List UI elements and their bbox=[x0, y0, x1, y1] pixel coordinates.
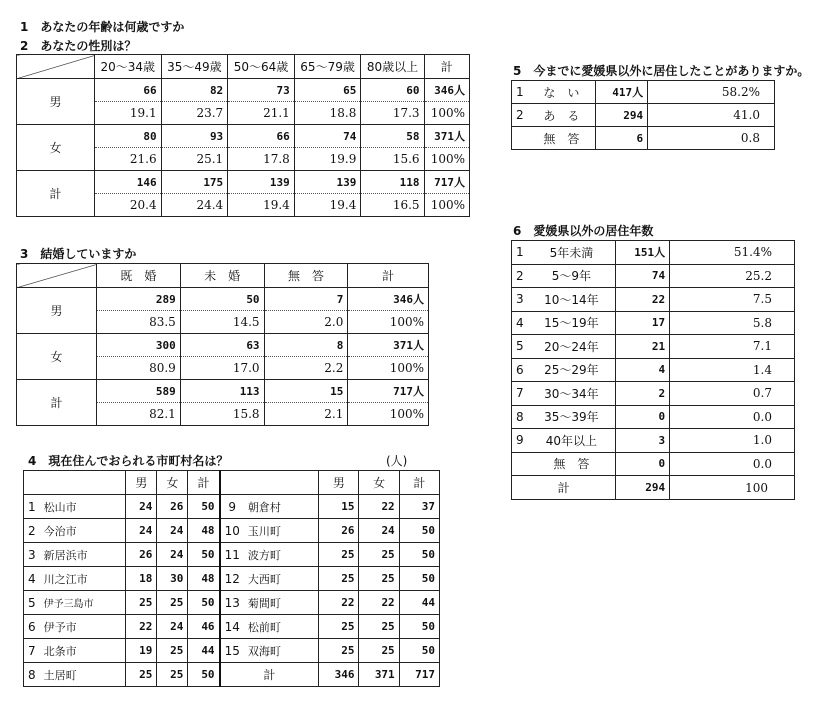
q3-count: 113 bbox=[180, 380, 264, 403]
q2-pct: 17.3 bbox=[361, 102, 424, 125]
q3-pct: 83.5 bbox=[97, 311, 181, 334]
municipality-name: 伊予市 bbox=[40, 615, 126, 639]
table-row: 4 川之江市 18 30 48 12 大西町 25 25 50 bbox=[24, 567, 440, 591]
q4-header: 女 bbox=[157, 471, 188, 495]
q2-pct: 19.4 bbox=[228, 194, 295, 217]
q3-pct: 100% bbox=[348, 357, 429, 380]
q2-pct: 100% bbox=[424, 102, 469, 125]
municipality-name: 今治市 bbox=[40, 519, 126, 543]
q2-count: 65 bbox=[294, 79, 361, 102]
q2-count: 58 bbox=[361, 125, 424, 148]
q4-header: 計 bbox=[399, 471, 439, 495]
q3-count: 717人 bbox=[348, 380, 429, 403]
q3-count: 589 bbox=[97, 380, 181, 403]
q4-header: 計 bbox=[188, 471, 220, 495]
q2-pct: 19.4 bbox=[294, 194, 361, 217]
q3-pct: 2.2 bbox=[264, 357, 348, 380]
q3-row-label: 男 bbox=[17, 288, 97, 334]
q2-header: 50～64歳 bbox=[228, 55, 295, 79]
q2-count: 93 bbox=[161, 125, 228, 148]
q2-count: 60 bbox=[361, 79, 424, 102]
table-row: 8 土居町 25 25 50 計 346 371 717 bbox=[24, 663, 440, 687]
q3-header: 既 婚 bbox=[97, 264, 181, 288]
q3-header: 無 答 bbox=[264, 264, 348, 288]
q3-count: 15 bbox=[264, 380, 348, 403]
q2-row-label: 男 bbox=[17, 79, 95, 125]
q2-count: 74 bbox=[294, 125, 361, 148]
q3-pct: 100% bbox=[348, 311, 429, 334]
q3-pct: 15.8 bbox=[180, 403, 264, 426]
q2-count: 66 bbox=[95, 79, 162, 102]
municipality-name: 北条市 bbox=[40, 639, 126, 663]
q2-pct: 15.6 bbox=[361, 148, 424, 171]
q2-pct: 100% bbox=[424, 194, 469, 217]
q2-title: 2 あなたの性別は？ bbox=[20, 39, 137, 53]
municipality-name: 朝倉村 bbox=[244, 495, 319, 519]
q3-header: 計 bbox=[348, 264, 429, 288]
q3-pct: 80.9 bbox=[97, 357, 181, 380]
q2-pct: 19.1 bbox=[95, 102, 162, 125]
q2-pct: 21.6 bbox=[95, 148, 162, 171]
municipality-name: 松山市 bbox=[40, 495, 126, 519]
municipality-name: 伊予三島市 bbox=[40, 591, 126, 615]
table-row: 5 伊予三島市 25 25 50 13 菊間町 22 22 44 bbox=[24, 591, 440, 615]
q2-pct: 20.4 bbox=[95, 194, 162, 217]
q3-count: 50 bbox=[180, 288, 264, 311]
q2-pct: 100% bbox=[424, 148, 469, 171]
q3-count: 300 bbox=[97, 334, 181, 357]
q6-table: 1 5年未満 151人 51.4% 2 5～9年 74 25.2 3 10～14年 22 7.5 4 15～19年 17 5.8 5 20～24年 21 7.1 6 25～29年 4 1.4 7 30～34年 2 0.7 8 35～39年 0 0.0 9 40年以上 3 1.0 無 答 0 0.0 計 294 100 bbox=[511, 240, 795, 500]
q4-header: 男 bbox=[126, 471, 157, 495]
q3-pct: 100% bbox=[348, 403, 429, 426]
q2-count: 175 bbox=[161, 171, 228, 194]
municipality-name: 新居浜市 bbox=[40, 543, 126, 567]
q3-pct: 17.0 bbox=[180, 357, 264, 380]
q3-row-label: 女 bbox=[17, 334, 97, 380]
municipality-name: 大西町 bbox=[244, 567, 319, 591]
q6-total-label: 計 bbox=[512, 476, 616, 500]
q3-count: 371人 bbox=[348, 334, 429, 357]
q2-row-label: 計 bbox=[17, 171, 95, 217]
q5-title: 5 今までに愛媛県以外に居住したことがありますか。 bbox=[513, 64, 810, 78]
q2-count: 146 bbox=[95, 171, 162, 194]
q3-table bbox=[16, 263, 429, 426]
municipality-name: 波方町 bbox=[244, 543, 319, 567]
q2-pct: 19.9 bbox=[294, 148, 361, 171]
municipality-name: 双海町 bbox=[244, 639, 319, 663]
q5-table: 1 な い 417人 58.2% 2 あ る 294 41.0 無 答 6 0.8 bbox=[511, 80, 775, 150]
q2-count: 66 bbox=[228, 125, 295, 148]
q1-title: 1 あなたの年齢は何歳ですか bbox=[20, 20, 185, 34]
q3-count: 289 bbox=[97, 288, 181, 311]
q3-pct: 2.0 bbox=[264, 311, 348, 334]
q2-header: 80歳以上 bbox=[361, 55, 424, 79]
municipality-name: 玉川町 bbox=[244, 519, 319, 543]
q2-pct: 21.1 bbox=[228, 102, 295, 125]
q2-count: 80 bbox=[95, 125, 162, 148]
q2-pct: 23.7 bbox=[161, 102, 228, 125]
q2-pct: 18.8 bbox=[294, 102, 361, 125]
q3-pct: 2.1 bbox=[264, 403, 348, 426]
q2-count: 371人 bbox=[424, 125, 469, 148]
q2-header: 計 bbox=[424, 55, 469, 79]
table-row: 3 新居浜市 26 24 50 11 波方町 25 25 50 bbox=[24, 543, 440, 567]
q2-count: 717人 bbox=[424, 171, 469, 194]
q2-pct: 24.4 bbox=[161, 194, 228, 217]
q4-title: 4 現在住んでおられる市町村名は？ bbox=[28, 454, 229, 468]
table-row: 1 松山市 24 26 50 9 朝倉村 15 22 37 bbox=[24, 495, 440, 519]
q3-header: 未 婚 bbox=[180, 264, 264, 288]
q2-header: 35～49歳 bbox=[161, 55, 228, 79]
q4-header: 男 bbox=[319, 471, 359, 495]
q2-corner bbox=[17, 55, 95, 79]
q3-count: 346人 bbox=[348, 288, 429, 311]
table-row: 2 今治市 24 24 48 10 玉川町 26 24 50 bbox=[24, 519, 440, 543]
q2-header: 20～34歳 bbox=[95, 55, 162, 79]
table-row: 7 北条市 19 25 44 15 双海町 25 25 50 bbox=[24, 639, 440, 663]
q2-count: 73 bbox=[228, 79, 295, 102]
q3-pct: 14.5 bbox=[180, 311, 264, 334]
q3-title: 3 結婚していますか bbox=[20, 247, 137, 261]
municipality-name: 土居町 bbox=[40, 663, 126, 687]
q2-count: 139 bbox=[228, 171, 295, 194]
q2-table bbox=[16, 54, 470, 217]
q4-unit: (人) bbox=[386, 454, 408, 468]
q3-pct: 82.1 bbox=[97, 403, 181, 426]
q2-count: 139 bbox=[294, 171, 361, 194]
q4-header: 女 bbox=[359, 471, 399, 495]
q3-count: 63 bbox=[180, 334, 264, 357]
q6-title: 6 愛媛県以外の居住年数 bbox=[513, 224, 654, 238]
q3-count: 8 bbox=[264, 334, 348, 357]
q2-count: 82 bbox=[161, 79, 228, 102]
q3-count: 7 bbox=[264, 288, 348, 311]
municipality-name: 菊間町 bbox=[244, 591, 319, 615]
municipality-name: 松前町 bbox=[244, 615, 319, 639]
q2-header: 65～79歳 bbox=[294, 55, 361, 79]
q4-table bbox=[23, 470, 440, 687]
q2-pct: 17.8 bbox=[228, 148, 295, 171]
municipality-name: 川之江市 bbox=[40, 567, 126, 591]
q3-corner bbox=[17, 264, 97, 288]
q2-pct: 16.5 bbox=[361, 194, 424, 217]
q3-row-label: 計 bbox=[17, 380, 97, 426]
q2-pct: 25.1 bbox=[161, 148, 228, 171]
q4-total-label: 計 bbox=[220, 663, 319, 687]
q2-count: 118 bbox=[361, 171, 424, 194]
q2-count: 346人 bbox=[424, 79, 469, 102]
table-row: 6 伊予市 22 24 46 14 松前町 25 25 50 bbox=[24, 615, 440, 639]
q2-row-label: 女 bbox=[17, 125, 95, 171]
